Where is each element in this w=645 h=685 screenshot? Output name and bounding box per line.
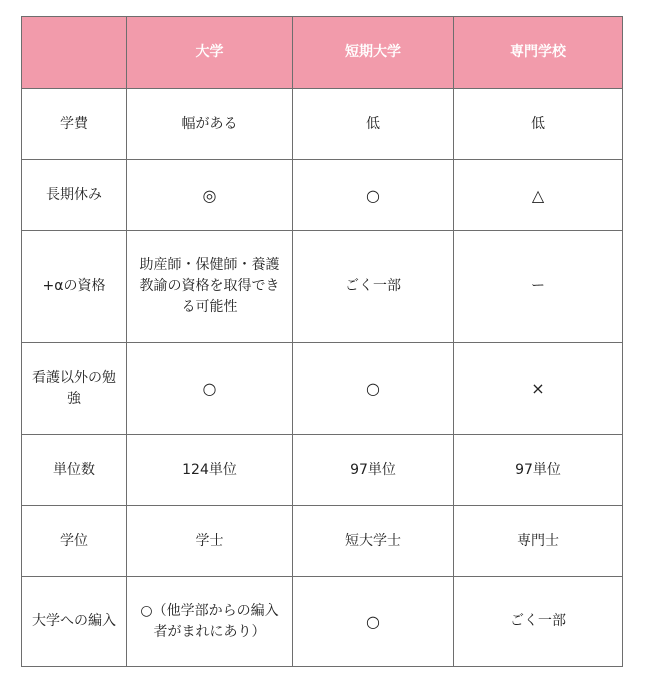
cell: ○ — [127, 343, 293, 435]
comparison-table — [21, 16, 623, 667]
table-row — [22, 231, 623, 343]
cell: 97単位 — [293, 435, 454, 506]
cell: 低 — [454, 89, 623, 160]
row-label-degree: 学位 — [22, 506, 127, 577]
cell: 専門士 — [454, 506, 623, 577]
cell: ごく一部 — [454, 577, 623, 667]
comparison-table-container — [21, 16, 623, 667]
cell: 低 — [293, 89, 454, 160]
row-label-long-vacation: 長期休み — [22, 160, 127, 231]
cell: ごく一部 — [293, 231, 454, 343]
header-junior-college: 短期大学 — [293, 17, 454, 89]
header-vocational-school: 専門学校 — [454, 17, 623, 89]
cell: ○ — [293, 343, 454, 435]
row-label-tuition: 学費 — [22, 89, 127, 160]
cell: × — [454, 343, 623, 435]
header-row — [22, 17, 623, 89]
table-row — [22, 435, 623, 506]
table-row — [22, 343, 623, 435]
cell: 学士 — [127, 506, 293, 577]
header-university: 大学 — [127, 17, 293, 89]
header-corner — [22, 17, 127, 89]
cell: ◎ — [127, 160, 293, 231]
cell: 97単位 — [454, 435, 623, 506]
table-row — [22, 160, 623, 231]
table-row — [22, 89, 623, 160]
cell: ー — [454, 231, 623, 343]
cell: 124単位 — [127, 435, 293, 506]
row-label-credits: 単位数 — [22, 435, 127, 506]
row-label-university-transfer: 大学への編入 — [22, 577, 127, 667]
cell: ○ — [293, 160, 454, 231]
cell: 助産師・保健師・養護教諭の資格を取得できる可能性 — [127, 231, 293, 343]
cell: ○ — [293, 577, 454, 667]
cell: 幅がある — [127, 89, 293, 160]
cell: ○（他学部からの編入者がまれにあり） — [127, 577, 293, 667]
row-label-non-nursing-study: 看護以外の勉強 — [22, 343, 127, 435]
table-row — [22, 577, 623, 667]
cell: △ — [454, 160, 623, 231]
table-row — [22, 506, 623, 577]
row-label-extra-qualifications: +αの資格 — [22, 231, 127, 343]
cell: 短大学士 — [293, 506, 454, 577]
